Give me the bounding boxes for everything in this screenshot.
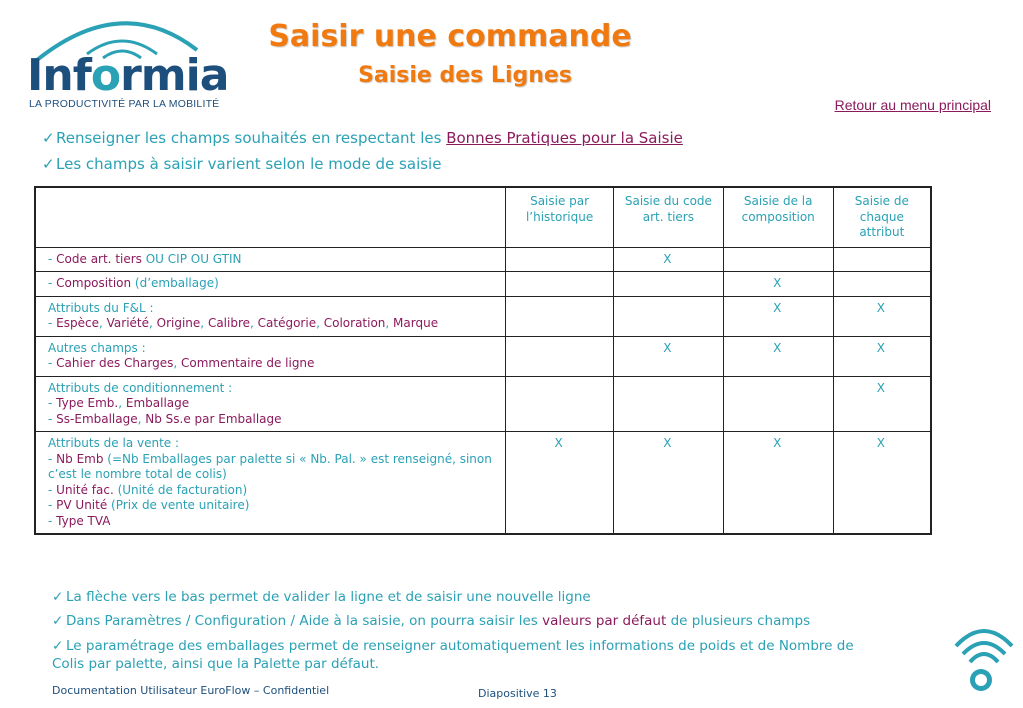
mode-mark-cell <box>833 247 931 272</box>
field-text: , <box>118 396 126 410</box>
table-row <box>35 296 931 336</box>
mode-mark-cell <box>723 376 833 432</box>
mode-mark-cell <box>833 272 931 297</box>
field-text: Autres champs : <box>48 340 146 355</box>
field-text: (d’emballage) <box>131 276 219 290</box>
header-cell: Saisie du code art. tiers <box>614 187 724 247</box>
check-icon: ✓ <box>52 638 64 654</box>
field-cell <box>35 296 506 336</box>
field-text: - <box>48 356 57 370</box>
mode-mark-cell <box>614 296 724 336</box>
table-header-row <box>35 187 931 247</box>
logo-tagline: LA PRODUCTIVITÉ PAR LA MOBILITÉ <box>29 98 220 110</box>
field-name: Nb Ss.e par Emballage <box>145 411 282 426</box>
field-line <box>48 498 499 514</box>
field-line <box>48 276 499 292</box>
check-icon: ✓ <box>52 589 64 605</box>
entry-modes-table <box>34 186 932 535</box>
table-row <box>35 432 931 535</box>
field-line <box>48 514 499 530</box>
field-name: Coloration <box>323 316 386 330</box>
note-3: ✓ Le paramétrage des emballages permet de renseigner automatiquement les informations de poids et de Nombre de Colis par palette, ainsi que la Palette par défaut. <box>52 638 854 672</box>
mode-mark-cell <box>506 247 614 272</box>
field-line <box>48 412 499 428</box>
field-text: (Prix de vente unitaire) <box>107 498 250 512</box>
mode-mark-cell <box>506 296 614 336</box>
field-cell <box>35 247 506 272</box>
mode-mark-cell <box>506 272 614 297</box>
field-text: , <box>250 316 258 330</box>
field-name: Code art. tiers <box>56 251 142 266</box>
wifi-signal-icon <box>953 622 1015 696</box>
field-line <box>48 436 499 452</box>
table-row <box>35 247 931 272</box>
header-field <box>35 187 506 247</box>
field-name: Variété <box>106 316 149 330</box>
note-2: ✓ Dans Paramètres / Configuration / Aide à la saisie, on pourra saisir les valeurs par défaut de plusieurs champs <box>52 609 872 633</box>
slide-number: Diapositive 13 <box>478 687 557 700</box>
mode-mark-cell: X <box>614 432 724 535</box>
mode-mark-cell: X <box>614 247 724 272</box>
field-cell <box>35 432 506 535</box>
table-row <box>35 272 931 297</box>
back-to-main-menu-link[interactable]: Retour au menu principal <box>834 97 991 113</box>
field-text: OU CIP OU GTIN <box>141 251 242 266</box>
field-text: , <box>137 411 146 426</box>
mode-mark-cell: X <box>506 432 614 535</box>
field-text: (=Nb Emballages par palette si « Nb. Pal. » est renseigné, sinon c’est le nombre total de colis) <box>48 451 492 481</box>
field-name: Type TVA <box>56 513 111 528</box>
note-1: ✓ La flèche vers le bas permet de valider la ligne et de saisir une nouvelle ligne <box>52 585 872 609</box>
mode-mark-cell <box>614 272 724 297</box>
field-name: Marque <box>393 316 439 330</box>
field-cell <box>35 376 506 432</box>
field-text: Attributs du F&L : <box>48 300 154 315</box>
field-text: - <box>48 451 57 466</box>
mode-mark-cell <box>723 247 833 272</box>
mode-mark-cell <box>506 376 614 432</box>
mode-mark-cell: X <box>833 296 931 336</box>
mode-mark-cell: X <box>723 336 833 376</box>
field-name: Origine <box>156 316 201 330</box>
field-text: , <box>316 316 324 330</box>
field-line <box>48 301 499 317</box>
field-name: PV Unité <box>56 498 108 512</box>
field-text: - <box>48 251 57 266</box>
field-text: (Unité de facturation) <box>113 482 248 497</box>
field-cell <box>35 336 506 376</box>
field-line <box>48 452 499 483</box>
header-cell: Saisie de la composition <box>723 187 833 247</box>
field-text: , <box>173 356 181 370</box>
bottom-notes <box>52 585 872 673</box>
table-row <box>35 336 931 376</box>
field-name: Nb Emb <box>56 451 104 466</box>
field-name: Commentaire de ligne <box>180 356 315 370</box>
page-subtitle: Saisie des Lignes <box>358 63 572 88</box>
field-name: Cahier des Charges <box>56 356 174 370</box>
field-name: Calibre <box>207 316 251 330</box>
field-text: , <box>200 316 208 330</box>
field-text: , <box>149 316 157 330</box>
field-text: - <box>48 411 57 426</box>
mode-mark-cell: X <box>833 376 931 432</box>
field-name: Composition <box>56 276 132 290</box>
field-name: Espèce <box>56 316 99 330</box>
field-line <box>48 396 499 412</box>
intro-bullet-1: ✓Renseigner les champs souhaités en respectant les Bonnes Pratiques pour la Saisie <box>42 125 683 151</box>
field-line <box>48 483 499 499</box>
field-line <box>48 316 499 332</box>
intro-bullets <box>42 125 683 177</box>
mode-mark-cell: X <box>833 336 931 376</box>
best-practices-link[interactable]: Bonnes Pratiques pour la Saisie <box>446 129 683 147</box>
field-name: Emballage <box>125 396 190 410</box>
field-text: - <box>48 482 57 497</box>
field-text: - <box>48 396 57 410</box>
field-name: Type Emb. <box>56 396 119 410</box>
check-icon: ✓ <box>42 129 55 147</box>
field-name: Catégorie <box>257 316 317 330</box>
field-text: - <box>48 316 57 330</box>
field-text: - <box>48 498 57 512</box>
field-text: Attributs de conditionnement : <box>48 380 233 395</box>
field-text: - <box>48 513 57 528</box>
intro-bullet-2: ✓Les champs à saisir varient selon le mode de saisie <box>42 151 683 177</box>
mode-mark-cell: X <box>833 432 931 535</box>
mode-mark-cell: X <box>723 272 833 297</box>
table-row <box>35 376 931 432</box>
field-text: - <box>48 276 57 290</box>
field-text: , <box>385 316 394 330</box>
check-icon: ✓ <box>42 155 55 173</box>
header-cell: Saisie par l’historique <box>506 187 614 247</box>
mode-mark-cell <box>614 376 724 432</box>
field-line <box>48 341 499 357</box>
mode-mark-cell: X <box>723 432 833 535</box>
header-cell: Saisie de chaque attribut <box>833 187 931 247</box>
field-cell <box>35 272 506 297</box>
informia-logo <box>27 10 237 115</box>
field-line <box>48 356 499 372</box>
footer-confidential: Documentation Utilisateur EuroFlow – Confidentiel <box>52 684 330 697</box>
mode-mark-cell: X <box>614 336 724 376</box>
field-text: , <box>98 316 107 330</box>
check-icon: ✓ <box>52 613 64 629</box>
field-line <box>48 252 499 268</box>
mode-mark-cell: X <box>723 296 833 336</box>
field-name: Ss-Emballage <box>56 411 138 426</box>
logo-wordmark: Informia <box>27 50 229 101</box>
page-title: Saisir une commande <box>268 19 632 54</box>
field-name: Unité fac. <box>56 482 114 497</box>
field-text: Attributs de la vente : <box>48 436 180 450</box>
field-line <box>48 381 499 397</box>
mode-mark-cell <box>506 336 614 376</box>
